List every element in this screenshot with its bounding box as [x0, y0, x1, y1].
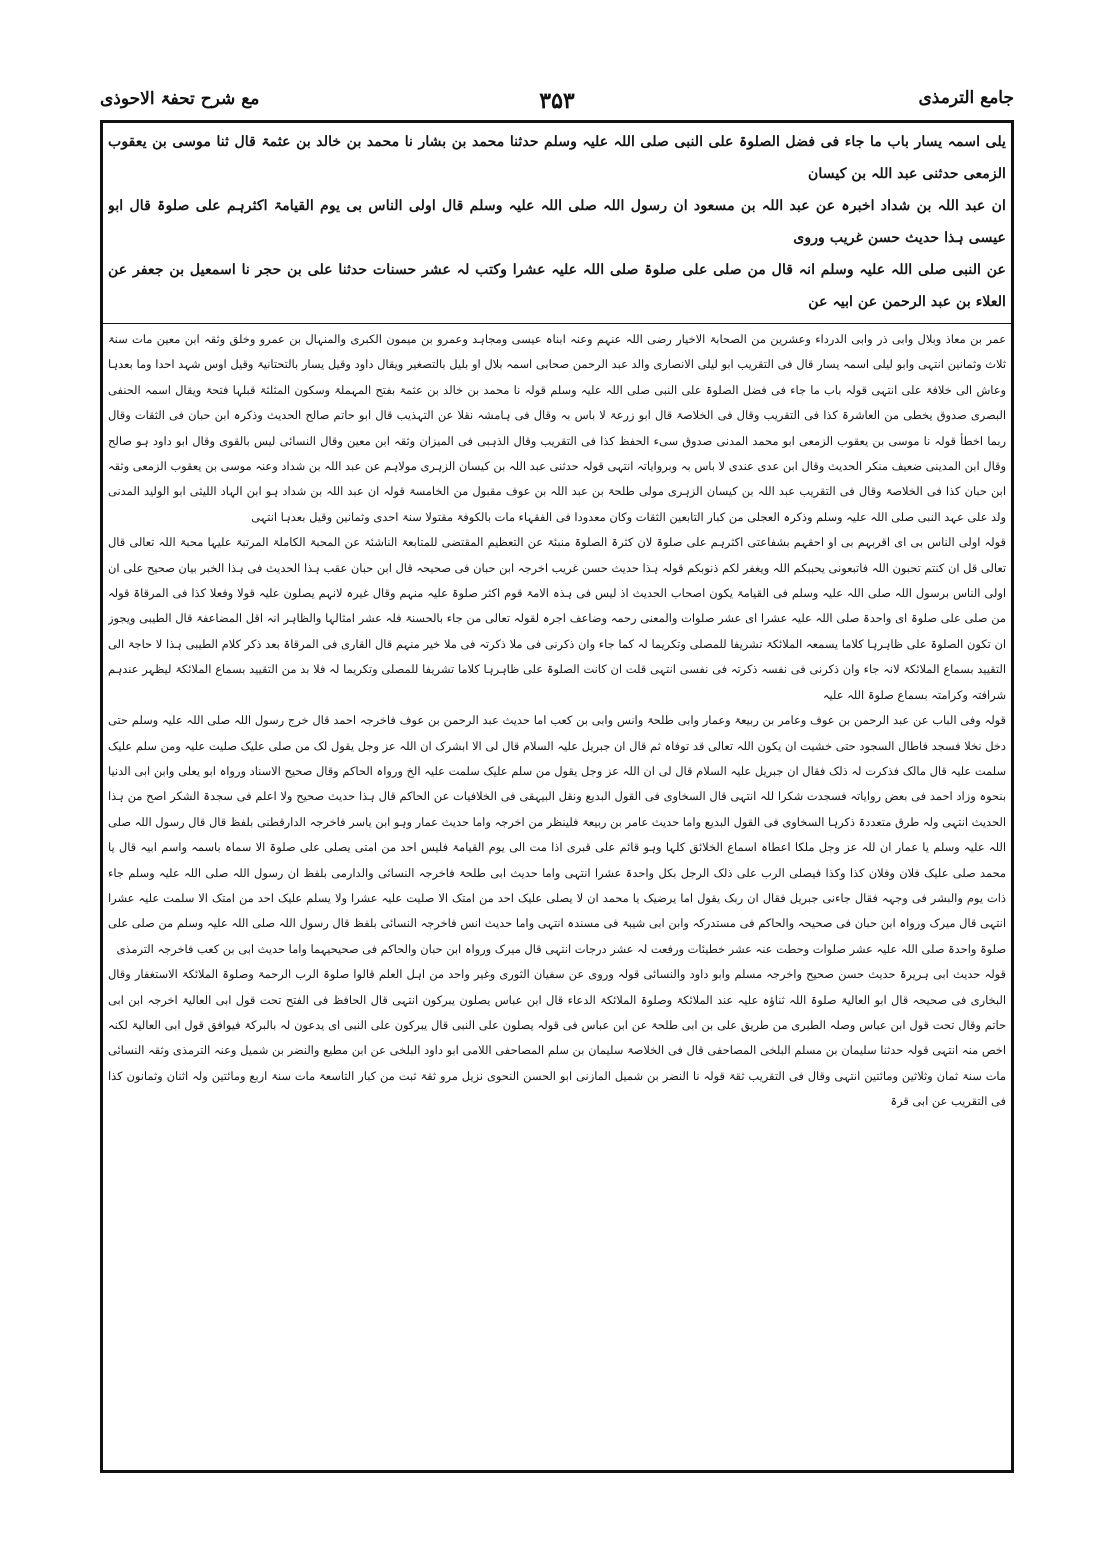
page-number: ۳۵۳ — [539, 88, 575, 114]
page-header — [100, 88, 1014, 118]
page-frame — [100, 120, 1014, 1473]
main-text-line: عن النبی صلی اللہ علیہ وسلم انہ قال من صلی علی صلوۃ صلی اللہ علیہ عشرا وکتب لہ عشر حسنات حدثنا علی بن حجر نا اسمعیل بن جعفر عن العلاء بن عبد الرحمن عن ابیہ عن — [108, 262, 1006, 310]
commentary-paragraph: عمر بن معاذ وبلال وابی ذر وابی الدرداء وعشرین من الصحابۃ الاخیار رضی اللہ عنہم وعنہ ابناہ عیسی ومجاہد وعمرو بن میمون الکبری والمنہال بن عمرو وخلق وثقہ ابن معین مات سنۃ ثلاث وثمانین انتہی وابو لیلی اسمہ یسار قال فی التقریب ابو لیلی الانصاری والد عبد الرحمن صحابی اسمہ بلال او بلیل بالتصغیر ویقال داود وقیل یسار بالتحتانیۃ وقیل اوس شہد احدا وما بعدہا وعاش الی خلافۃ علی انتہی قولہ باب ما جاء فی فضل الصلوۃ علی النبی صلی اللہ علیہ وسلم قولہ نا محمد بن خالد بن عثمۃ بفتح المہملۃ وسکون المثلثۃ قبلہا فتحۃ ویقال اسمہ الحنفی البصری صدوق یخطی من العاشرۃ کذا فی التقریب وقال فی الخلاصۃ قال ابو زرعۃ لا باس بہ وقال فی ہامشہ نقلا عن التہذیب قال ابو حاتم صالح الحدیث وذکرہ ابن حبان فی الثقات وقال ربما اخطأ قولہ نا موسی بن یعقوب الزمعی ابو محمد المدنی صدوق سیء الحفظ کذا فی التقریب وقال الذہبی فی المیزان وثقہ ابن معین وقال النسائی لیس بالقوی وقال ابو داود ہو صالح وقال ابن المدینی ضعیف منکر الحدیث وقال ابن عدی عندی لا باس بہ وبروایاتہ انتہی قولہ حدثنی عبد اللہ بن کیسان الزہری مولاہم عن عبد اللہ بن شداد وعنہ موسی بن یعقوب الزمعی وثقہ ابن حبان کذا فی الخلاصۃ وقال فی التقریب عبد اللہ بن کیسان الزہری مولی طلحۃ بن عبد اللہ بن عوف مقبول من الخامسۃ قولہ ان عبد اللہ بن شداد ہو ابن الہاد اللیثی ابو الولید المدنی ولد علی عہد النبی صلی اللہ علیہ وسلم وذکرہ العجلی من کبار التابعین الثقات وکان معدودا فی الفقہاء مات بالکوفۃ مقتولا سنۃ احدی وثمانین وقیل بعدہا انتہی — [108, 332, 1006, 524]
book-title: جامع الترمذی — [918, 88, 1014, 108]
main-text-line: یلی اسمہ یسار باب ما جاء فی فضل الصلوۃ علی النبی صلی اللہ علیہ وسلم حدثنا محمد بن بشار نا محمد بن خالد بن عثمۃ قال ثنا موسی بن یعقوب الزمعی حدثنی عبد اللہ بن کیسان — [108, 134, 1006, 182]
commentary-paragraph: قولہ وفی الباب عن عبد الرحمن بن عوف وعامر بن ربیعۃ وعمار وابی طلحۃ وانس وابی بن کعب اما حدیث عبد الرحمن بن عوف فاخرجہ احمد قال خرج رسول اللہ صلی اللہ علیہ وسلم حتی دخل نخلا فسجد فاطال السجود حتی خشیت ان یکون اللہ تعالی قد توفاہ ثم قال ان جبریل علیہ السلام قال لی الا ابشرک ان اللہ عز وجل یقول لک من صلی علیک صلیت علیہ ومن سلم علیک سلمت علیہ قال مالک فذکرت لہ ذلک فقال ان جبریل علیہ السلام قال لی ان اللہ عز وجل یقول من سلم علیک سلمت علیہ الخ ورواہ الحاکم وقال صحیح الاسناد ورواہ ابو یعلی وابن ابی الدنیا بنحوہ وزاد احمد فی بعض روایاتہ فسجدت شکرا للہ انتہی قال السخاوی فی القول البدیع ونقل البیہقی فی الخلافیات عن الحاکم قال ہذا حدیث صحیح ولا اعلم فی سجدۃ الشکر اصح من ہذا الحدیث انتہی ولہ طرق متعددۃ ذکرہا السخاوی فی القول البدیع واما حدیث عامر بن ربیعۃ فلینظر من اخرجہ واما حدیث عمار وہو ابن یاسر فاخرجہ الدارقطنی بلفظ قال قال رسول اللہ صلی اللہ علیہ وسلم یا عمار ان للہ عز وجل ملکا اعطاہ اسماع الخلائق کلہا وہو قائم علی قبری اذا مت الی یوم القیامۃ فلیس احد من امتی یصلی علی صلوۃ الا سماہ باسمہ واسم ابیہ قال یا محمد صلی علیک فلان وفلان کذا وکذا فیصلی الرب علی ذلک الرجل بکل واحدۃ عشرا انتہی واما حدیث ابی طلحۃ فاخرجہ النسائی والدارمی بلفظ ان رسول اللہ صلی اللہ علیہ وسلم جاء ذات یوم والبشر فی وجہہ فقال جاءنی جبریل فقال ان ربک یقول اما یرضیک یا محمد ان لا یصلی علیک احد من امتک الا صلیت علیہ عشرا ولا یسلم علیک احد من امتک الا سلمت علیہ عشرا انتہی قال میرک ورواہ ابن حبان فی صحیحہ والحاکم فی مستدرکہ وابن ابی شیبۃ فی مسندہ انتہی واما حدیث انس فاخرجہ النسائی بلفظ قال رسول اللہ صلی اللہ علیہ وسلم من صلی علی صلوۃ واحدۃ صلی اللہ علیہ عشر صلوات وحطت عنہ عشر خطیئات ورفعت لہ عشر درجات انتہی قال میرک ورواہ ابن حبان والحاکم فی صحیحیہما واما حدیث ابی بن کعب فاخرجہ الترمذی — [108, 713, 1006, 956]
section-divider — [102, 323, 1012, 324]
commentary-text — [108, 327, 1006, 1467]
main-text-line — [108, 318, 1006, 320]
main-text — [108, 126, 1006, 320]
commentary-paragraph: قولہ اولی الناس بی ای اقربہم بی او احقہم بشفاعتی اکثرہم علی صلوۃ لان کثرۃ الصلوۃ منبئۃ عن التعظیم المقتضی للمتابعۃ الناشئۃ عن المحبۃ الکاملۃ المرتبۃ علیہا محبۃ اللہ تعالی قال تعالی قل ان کنتم تحبون اللہ فاتبعونی یحببکم اللہ ویغفر لکم ذنوبکم قولہ ہذا حدیث حسن غریب اخرجہ ابن حبان فی صحیحہ قال ابن حبان عقب ہذا الحدیث فی ہذا الخبر بیان صحیح علی ان اولی الناس برسول اللہ صلی اللہ علیہ وسلم فی القیامۃ یکون اصحاب الحدیث اذ لیس فی ہذہ الامۃ قوم اکثر صلوۃ علیہ منہم وقال غیرہ لانہم یصلون علیہ قولا وفعلا کذا فی المرقاۃ قولہ من صلی علی صلوۃ ای واحدۃ صلی اللہ علیہ عشرا ای عشر صلوات والمعنی رحمہ وضاعف اجرہ لقولہ تعالی من جاء بالحسنۃ فلہ عشر امثالہا والظاہر انہ اقل المضاعفۃ قال الطیبی ویجوز ان تکون الصلوۃ علی ظاہرہا کلاما یسمعہ الملائکۃ تشریفا للمصلی وتکریما لہ کما جاء وان ذکرنی فی ملا ذکرتہ فی ملا خیر منہم قال القاری فی المرقاۃ بعد ذکر کلام الطیبی ہذا لا حاجۃ الی التقیید بسماع الملائکۃ لانہ جاء وان ذکرنی فی نفسہ ذکرتہ فی نفسی انتہی قلت ان کانت الصلوۃ علی ظاہرہا کلاما تشریفا للمصلی وتکریما لہ فلا بد من التقیید بسماع الملائکۃ لیظہر عندہم شرافتہ وکرامتہ بسماع صلوۃ اللہ علیہ — [108, 535, 1006, 702]
commentary-title: مع شرح تحفۃ الاحوذی — [100, 89, 260, 109]
commentary-paragraph: قولہ حدیث ابی ہریرۃ حدیث حسن صحیح واخرجہ مسلم وابو داود والنسائی قولہ وروی عن سفیان الثوری وغیر واحد من اہل العلم قالوا صلوۃ الرب الرحمۃ وصلوۃ الملائکۃ الاستغفار وقال البخاری فی صحیحہ قال ابو العالیۃ صلوۃ اللہ ثناؤہ علیہ عند الملائکۃ وصلوۃ الملائکۃ الدعاء قال ابن عباس یصلون یبرکون انتہی قال الحافظ فی الفتح تحت قول ابی العالیۃ اخرجہ ابن ابی حاتم وقال تحت قول ابن عباس وصلہ الطبری من طریق علی بن ابی طلحۃ عن ابن عباس فی قولہ یصلون علی النبی قال یبرکون علی النبی ای یدعون لہ بالبرکۃ فیوافق قول ابی العالیۃ لکنہ اخص منہ انتہی قولہ حدثنا سلیمان بن مسلم البلخی المصاحفی قال فی الخلاصۃ سلیمان بن سلم المصاحفی اللامی ابو داود البلخی عن ابن مطیع والنضر بن شمیل وعنہ الترمذی وثقہ النسائی مات سنۃ ثمان وثلاثین ومائتین انتہی وقال فی التقریب ثقۃ قولہ نا النضر بن شمیل المازنی ابو الحسن النحوی نزیل مرو ثقۃ ثبت من کبار التاسعۃ مات سنۃ اربع ومائتین ولہ اثنان وثمانون کذا فی التقریب عن ابی قرۃ — [108, 967, 1006, 1109]
main-text-line: ان عبد اللہ بن شداد اخبرہ عن عبد اللہ بن مسعود ان رسول اللہ صلی اللہ علیہ وسلم قال اولی الناس بی یوم القیامۃ اکثرہم علی صلوۃ قال ابو عیسی ہذا حدیث حسن غریب وروی — [108, 198, 1006, 246]
